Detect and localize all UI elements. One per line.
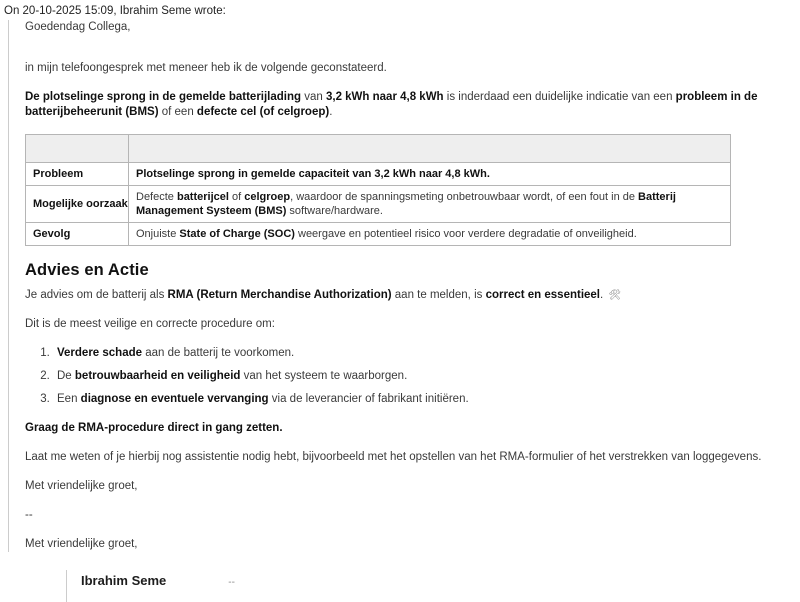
intro-paragraph: [25, 61, 794, 76]
list-item: [53, 346, 794, 361]
signature-meta: --: [228, 577, 235, 588]
table-row-1-value-seg-1: batterijcel: [176, 191, 229, 203]
table-row-1-value-seg-4: , waardoor de spanningsmeting onbetrouwbaar wordt, of een fout in de: [290, 191, 639, 203]
table-row-1-value-seg-0: Defecte: [136, 191, 177, 203]
signoff-line-1: Met vriendelijke groet,: [25, 480, 138, 492]
table-row-1-value-seg-5: Batterij Management Systeem (BMS): [136, 191, 676, 217]
advice-step-1-seg-2: van het systeem te waarborgen.: [240, 370, 408, 382]
table-cell-label: Mogelijke oorzaak: [26, 186, 129, 223]
intro-text: in mijn telefoongesprek met meneer heb ik de volgende geconstateerd.: [25, 62, 387, 74]
finding-plain-4: .: [329, 106, 333, 118]
table-cell-label: Gevolg: [26, 223, 129, 246]
advice-steps-list: [25, 346, 794, 407]
greeting-text: Goedendag Collega,: [25, 21, 131, 33]
table-row: [26, 163, 731, 186]
table-row: [26, 186, 731, 223]
advice-summary-text: [25, 289, 603, 301]
table-row-2-value-seg-0: Onjuiste: [136, 228, 180, 240]
call-to-action-paragraph: Graag de RMA-procedure direct in gang zetten.: [25, 422, 283, 434]
quote-attribution: On 20-10-2025 15:09, Ibrahim Seme wrote:: [4, 5, 226, 17]
advice-step-2-seg-0: Een: [57, 393, 81, 405]
signature-separator: --: [25, 509, 33, 521]
quoted-content: [8, 20, 800, 552]
table-header-cell-value: [129, 135, 731, 163]
advice-lead-in: [25, 317, 794, 332]
analysis-table-head: [26, 135, 731, 163]
advice-line-seg-2: aan te melden, is: [391, 289, 486, 301]
table-row-1-value-seg-6: software/hardware.: [286, 205, 383, 217]
signature-name: Ibrahim Seme: [81, 573, 167, 588]
table-row: [26, 223, 731, 246]
table-header-cell-label: [26, 135, 129, 163]
finding-plain-1: van: [301, 91, 326, 103]
finding-paragraph: [25, 90, 794, 120]
analysis-table-body: [26, 163, 731, 246]
advice-line-seg-0: Je advies om de batterij als: [25, 289, 168, 301]
finding-plain-2: is inderdaad een duidelijke indicatie van een: [443, 91, 676, 103]
finding-plain-3: of een: [158, 106, 197, 118]
table-row-1-value-seg-2: of: [228, 191, 245, 203]
list-item: [53, 369, 794, 384]
table-row-1-value-seg-3: celgroep: [244, 191, 291, 203]
signature-card: [66, 570, 800, 602]
advice-step-2-seg-1: diagnose en eventuele vervanging: [80, 393, 269, 405]
hammer-and-wrench-icon: 🛠: [608, 290, 621, 301]
advice-line-seg-4: .: [600, 289, 604, 301]
advice-lead-in-text: Dit is de meest veilige en correcte procedure om:: [25, 318, 275, 330]
finding-bold-1: De plotselinge sprong in de gemelde batterijlading: [25, 91, 302, 103]
finding-bold-3: probleem in de batterijbeheerunit (BMS): [25, 91, 758, 118]
advice-step-1-seg-0: De: [57, 370, 75, 382]
closing-paragraph: Laat me weten of je hierbij nog assistentie nodig hebt, bijvoorbeeld met het opstellen van het RMA-formulier of het verstrekken van loggegevens.: [25, 451, 762, 463]
finding-bold-4: defecte cel (of celgroep): [196, 106, 330, 118]
greeting-paragraph: [25, 20, 794, 35]
finding-bold-2: 3,2 kWh naar 4,8 kWh: [325, 91, 444, 103]
advice-step-2-seg-2: via de leverancier of fabrikant initiëren.: [268, 393, 469, 405]
table-row-2-value-seg-1: State of Charge (SOC): [179, 228, 295, 240]
table-cell-value: Plotselinge sprong in gemelde capaciteit van 3,2 kWh naar 4,8 kWh.: [129, 163, 731, 186]
analysis-table: [25, 134, 731, 246]
table-cell-value: [129, 223, 731, 246]
signoff-line-2: Met vriendelijke groet,: [25, 538, 138, 550]
advice-line-seg-1: RMA (Return Merchandise Authorization): [167, 289, 392, 301]
advice-step-1-seg-1: betrouwbaarheid en veiligheid: [74, 370, 241, 382]
table-row-2-value-seg-2: weergave en potentieel risico voor verdere degradatie of onveiligheid.: [294, 228, 637, 240]
advice-step-0-seg-1: aan de batterij te voorkomen.: [142, 347, 295, 359]
table-header-row: [26, 135, 731, 163]
page-title: Advies en Actie: [25, 261, 149, 279]
table-cell-label: Probleem: [26, 163, 129, 186]
table-cell-value: [129, 186, 731, 223]
advice-summary-line: [25, 288, 794, 303]
advice-step-0-seg-0: Verdere schade: [57, 347, 143, 359]
list-item: [53, 392, 794, 407]
advice-line-seg-3: correct en essentieel: [485, 289, 600, 301]
